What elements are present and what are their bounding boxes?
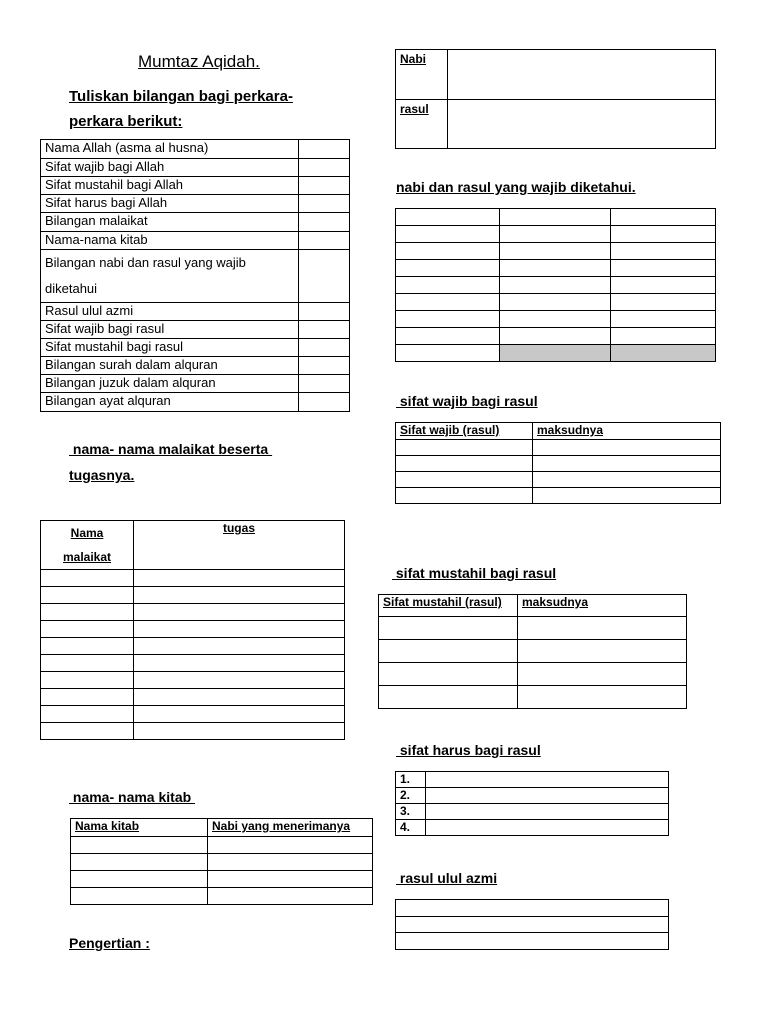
count-row-label: Sifat wajib bagi rasul [41, 321, 299, 339]
nabi-rasul-cell[interactable] [611, 277, 716, 294]
malaikat-tugas-cell[interactable] [134, 672, 345, 689]
sifat-harus-table [395, 771, 669, 836]
count-answer-cell[interactable] [299, 140, 350, 159]
ulul-azmi-cell[interactable] [396, 917, 669, 933]
nabi-rasul-cell[interactable] [396, 311, 500, 328]
malaikat-tugas-cell[interactable] [134, 706, 345, 723]
maksudnya-col-header: maksudnya [518, 595, 687, 617]
page-title: Mumtaz Aqidah. [138, 52, 260, 71]
nabi-rasul-grid [395, 208, 716, 362]
kitab-col-name-header: Nama kitab [71, 819, 208, 837]
wrap-line-1: Bilangan nabi dan rasul yang wajib [45, 255, 246, 270]
sifat-wajib-col-header: Sifat wajib (rasul) [396, 423, 533, 440]
wrap-line-2: diketahui [45, 281, 98, 296]
kitab-name-cell[interactable] [71, 871, 208, 888]
count-row-label: Sifat harus bagi Allah [41, 195, 299, 213]
nabi-rasul-cell[interactable] [500, 311, 611, 328]
rasul-definition-cell[interactable] [448, 100, 716, 149]
kitab-nabi-cell[interactable] [208, 837, 373, 854]
sifat-mustahil-heading: sifat mustahil bagi rasul [392, 565, 557, 581]
count-row-label: Bilangan surah dalam alquran [41, 357, 299, 375]
nabi-definition-cell[interactable] [448, 50, 716, 100]
malaikat-name-cell[interactable] [41, 587, 134, 604]
nabi-rasul-cell[interactable] [500, 243, 611, 260]
count-answer-cell[interactable] [299, 321, 350, 339]
ulul-azmi-cell[interactable] [396, 900, 669, 917]
kitab-table [70, 818, 373, 905]
count-row-label: Bilangan juzuk dalam alquran [41, 375, 299, 393]
count-row-label: Rasul ulul azmi [41, 303, 299, 321]
maksudnya-cell[interactable] [533, 488, 721, 504]
kitab-nabi-cell[interactable] [208, 888, 373, 905]
maksudnya-cell[interactable] [518, 617, 687, 640]
malaikat-tugas-cell[interactable] [134, 604, 345, 621]
nabi-rasul-cell[interactable] [396, 277, 500, 294]
sifat-wajib-cell[interactable] [396, 472, 533, 488]
sifat-wajib-cell[interactable] [396, 440, 533, 456]
malaikat-name-cell[interactable] [41, 689, 134, 706]
sifat-mustahil-col-header: Sifat mustahil (rasul) [379, 595, 518, 617]
maksudnya-cell[interactable] [533, 472, 721, 488]
nabi-rasul-cell[interactable] [500, 294, 611, 311]
nabi-rasul-cell[interactable] [611, 328, 716, 345]
nabi-rasul-cell[interactable] [396, 328, 500, 345]
shaded-cell [611, 345, 716, 362]
nabi-label: Nabi [396, 50, 448, 100]
count-answer-cell[interactable] [299, 375, 350, 393]
count-answer-cell[interactable] [299, 357, 350, 375]
sifat-mustahil-cell[interactable] [379, 686, 518, 709]
nabi-rasul-heading: nabi dan rasul yang wajib diketahui. [396, 179, 636, 195]
kitab-col-nabi-header: Nabi yang menerimanya [208, 819, 373, 837]
malaikat-name-cell[interactable] [41, 638, 134, 655]
kitab-name-cell[interactable] [71, 837, 208, 854]
malaikat-name-cell[interactable] [41, 570, 134, 587]
malaikat-tugas-cell[interactable] [134, 723, 345, 740]
maksudnya-cell[interactable] [518, 663, 687, 686]
kitab-name-cell[interactable] [71, 888, 208, 905]
count-row-label: Sifat wajib bagi Allah [41, 159, 299, 177]
instruction-text [69, 84, 293, 134]
count-row-label: Sifat mustahil bagi rasul [41, 339, 299, 357]
malaikat-heading-line-2: tugasnya. [69, 467, 135, 483]
malaikat-tugas-cell[interactable] [134, 587, 345, 604]
malaikat-tugas-cell[interactable] [134, 570, 345, 587]
malaikat-table [40, 520, 345, 740]
malaikat-name-cell[interactable] [41, 706, 134, 723]
sifat-harus-cell[interactable] [426, 772, 669, 788]
maksudnya-cell[interactable] [518, 640, 687, 663]
sifat-mustahil-table [378, 594, 687, 709]
nabi-rasul-cell[interactable] [396, 226, 500, 243]
sifat-wajib-heading: sifat wajib bagi rasul [396, 393, 538, 409]
sifat-harus-cell[interactable] [426, 788, 669, 804]
nabi-rasul-cell[interactable] [396, 294, 500, 311]
count-table [40, 139, 350, 412]
nabi-rasul-cell[interactable] [611, 294, 716, 311]
malaikat-col-line-2: malaikat [62, 550, 112, 564]
kitab-heading: nama- nama kitab [69, 789, 196, 805]
nabi-rasul-cell[interactable] [611, 311, 716, 328]
instruction-line-2: perkara berikut: [69, 113, 183, 130]
maksudnya-cell[interactable] [533, 440, 721, 456]
malaikat-name-cell[interactable] [41, 655, 134, 672]
rasul-label: rasul [396, 100, 448, 149]
item-number: 4. [396, 820, 426, 836]
sifat-mustahil-cell[interactable] [379, 663, 518, 686]
maksudnya-cell[interactable] [533, 456, 721, 472]
ulul-azmi-heading: rasul ulul azmi [396, 870, 498, 886]
count-row-label [41, 250, 299, 303]
malaikat-tugas-cell[interactable] [134, 655, 345, 672]
nabi-rasul-cell[interactable] [500, 328, 611, 345]
nabi-rasul-cell[interactable] [611, 243, 716, 260]
malaikat-name-cell[interactable] [41, 672, 134, 689]
malaikat-name-cell[interactable] [41, 621, 134, 638]
nabi-rasul-definition-box [395, 49, 716, 149]
item-number: 3. [396, 804, 426, 820]
count-answer-cell[interactable] [299, 177, 350, 195]
malaikat-tugas-cell[interactable] [134, 621, 345, 638]
nabi-rasul-cell[interactable] [396, 209, 500, 226]
sifat-harus-heading: sifat harus bagi rasul [396, 742, 541, 758]
count-answer-cell[interactable] [299, 250, 350, 303]
pengertian-label: Pengertian : [69, 935, 150, 951]
count-row-label: Sifat mustahil bagi Allah [41, 177, 299, 195]
item-number: 1. [396, 772, 426, 788]
malaikat-col-tugas-header: tugas [134, 521, 345, 570]
nabi-rasul-cell[interactable] [396, 345, 500, 362]
count-row-label: Bilangan ayat alquran [41, 393, 299, 412]
kitab-nabi-cell[interactable] [208, 871, 373, 888]
malaikat-heading-line-1: nama- nama malaikat beserta [69, 441, 273, 457]
sifat-wajib-cell[interactable] [396, 488, 533, 504]
nabi-rasul-cell[interactable] [500, 260, 611, 277]
sifat-harus-cell[interactable] [426, 804, 669, 820]
sifat-wajib-cell[interactable] [396, 456, 533, 472]
kitab-nabi-cell[interactable] [208, 854, 373, 871]
maksudnya-col-header: maksudnya [533, 423, 721, 440]
nabi-rasul-cell[interactable] [396, 243, 500, 260]
count-answer-cell[interactable] [299, 195, 350, 213]
instruction-line-1: Tuliskan bilangan bagi perkara- [69, 88, 293, 105]
malaikat-heading [69, 436, 272, 488]
malaikat-tugas-cell[interactable] [134, 638, 345, 655]
sifat-mustahil-cell[interactable] [379, 640, 518, 663]
nabi-rasul-cell[interactable] [396, 260, 500, 277]
ulul-azmi-table [395, 899, 669, 950]
malaikat-col-line-1: Nama [70, 526, 104, 540]
item-number: 2. [396, 788, 426, 804]
nabi-rasul-cell[interactable] [611, 260, 716, 277]
malaikat-col-name-header [41, 521, 134, 570]
sifat-wajib-table [395, 422, 721, 504]
count-row-label: Bilangan malaikat [41, 213, 299, 232]
nabi-rasul-cell[interactable] [611, 226, 716, 243]
count-answer-cell[interactable] [299, 339, 350, 357]
count-row-label: Nama-nama kitab [41, 232, 299, 250]
nabi-rasul-cell[interactable] [500, 209, 611, 226]
malaikat-name-cell[interactable] [41, 604, 134, 621]
nabi-rasul-cell[interactable] [500, 226, 611, 243]
count-row-label: Nama Allah (asma al husna) [41, 140, 299, 159]
shaded-cell [500, 345, 611, 362]
nabi-rasul-cell[interactable] [611, 209, 716, 226]
count-answer-cell[interactable] [299, 232, 350, 250]
count-answer-cell[interactable] [299, 303, 350, 321]
count-answer-cell[interactable] [299, 213, 350, 232]
malaikat-tugas-cell[interactable] [134, 689, 345, 706]
ulul-azmi-cell[interactable] [396, 933, 669, 950]
sifat-harus-cell[interactable] [426, 820, 669, 836]
nabi-rasul-cell[interactable] [500, 277, 611, 294]
maksudnya-cell[interactable] [518, 686, 687, 709]
malaikat-name-cell[interactable] [41, 723, 134, 740]
sifat-mustahil-cell[interactable] [379, 617, 518, 640]
count-answer-cell[interactable] [299, 159, 350, 177]
kitab-name-cell[interactable] [71, 854, 208, 871]
count-answer-cell[interactable] [299, 393, 350, 412]
